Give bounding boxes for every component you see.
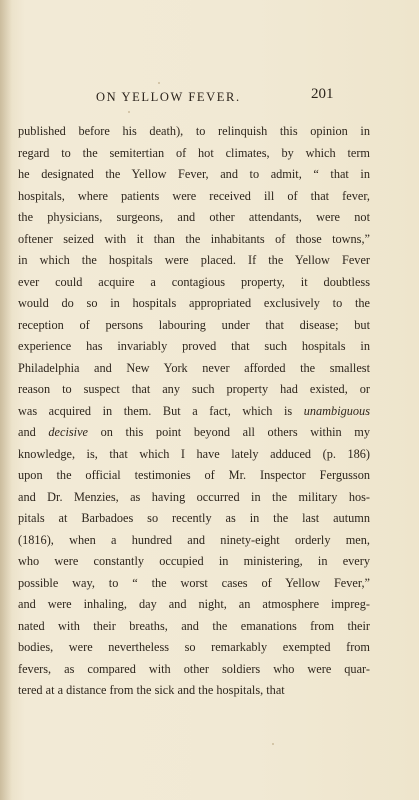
- text-segment: ever could acquire a contagious property, it doubtless: [18, 274, 370, 289]
- text-segment: fevers, as compared with other soldiers who were quar-: [18, 661, 370, 676]
- text-line: [18, 379, 370, 401]
- text-segment: the physicians, surgeons, and other attendants, were not: [18, 210, 370, 224]
- text-segment: reception of persons labouring under that disease; but: [18, 317, 370, 332]
- text-line: [18, 143, 370, 165]
- text-line: [18, 680, 370, 702]
- page-number: 201: [311, 86, 334, 102]
- text-segment: on this point beyond all others within my: [88, 425, 370, 439]
- text-segment: pitals at Barbadoes so recently as in the last autumn: [18, 511, 370, 525]
- text-line: [18, 551, 370, 573]
- text-segment: (1816), when a hundred and ninety-eight orderly men,: [18, 532, 370, 547]
- text-segment: nated with their breaths, and the emanations from their: [18, 618, 370, 633]
- text-line: [18, 358, 370, 380]
- text-line: [18, 637, 370, 659]
- text-segment: tered at a distance from the sick and the hospitals, that: [18, 683, 285, 697]
- text-line: [18, 207, 370, 229]
- text-segment: who were constantly occupied in ministering, in every: [18, 554, 370, 568]
- text-segment: oftener seized with it than the inhabitants of those towns,”: [18, 231, 370, 246]
- running-head: ON YELLOW FEVER.: [96, 90, 241, 104]
- body-text: [18, 121, 370, 702]
- text-line: [18, 573, 370, 595]
- text-segment: Philadelphia and New York never afforded the smallest: [18, 360, 370, 375]
- text-segment: and Dr. Menzies, as having occurred in the military hos-: [18, 489, 370, 504]
- text-line: [18, 229, 370, 251]
- text-line: [18, 616, 370, 638]
- text-line: [18, 422, 370, 444]
- paper-spot: [128, 111, 130, 113]
- text-line: [18, 250, 370, 272]
- text-segment: and were inhaling, day and night, an atmosphere impreg-: [18, 597, 370, 611]
- text-segment: published before his death), to relinquish this opinion in: [18, 124, 370, 138]
- text-segment: upon the official testimonies of Mr. Inspector Fergusson: [18, 468, 370, 482]
- text-segment: experience has invariably proved that such hospitals in: [18, 339, 370, 353]
- text-segment: and: [18, 425, 49, 439]
- text-line: [18, 272, 370, 294]
- text-segment: possible way, to “ the worst cases of Yellow Fever,”: [18, 575, 370, 590]
- text-line: [18, 401, 370, 423]
- italic-text: unambiguous: [303, 403, 370, 418]
- text-line: [18, 164, 370, 186]
- page-fold-shadow: [0, 0, 12, 800]
- text-line: [18, 508, 370, 530]
- text-line: [18, 444, 370, 466]
- text-line: [18, 121, 370, 143]
- text-segment: would do so in hospitals appropriated exclusively to the: [18, 296, 370, 310]
- text-line: [18, 293, 370, 315]
- text-line: [18, 659, 370, 681]
- text-segment: knowledge, is, that which I have lately adduced (p. 186): [18, 446, 370, 461]
- text-line: [18, 465, 370, 487]
- text-line: [18, 336, 370, 358]
- paper-spot: [158, 82, 160, 84]
- paper-spot: [272, 743, 274, 745]
- text-segment: reason to suspect that any such property had existed, or: [18, 382, 370, 396]
- text-line: [18, 186, 370, 208]
- text-line: [18, 530, 370, 552]
- text-line: [18, 487, 370, 509]
- text-segment: he designated the Yellow Fever, and to admit, “ that in: [18, 167, 370, 181]
- text-segment: bodies, were nevertheless so remarkably exempted from: [18, 640, 370, 654]
- text-segment: hospitals, where patients were received ill of that fever,: [18, 188, 370, 203]
- text-line: [18, 594, 370, 616]
- text-segment: regard to the semitertian of hot climates, by which term: [18, 145, 370, 160]
- text-line: [18, 315, 370, 337]
- italic-text: decisive: [48, 425, 88, 439]
- text-segment: was acquired in them. But a fact, which is: [18, 403, 304, 418]
- text-segment: in which the hospitals were placed. If the Yellow Fever: [18, 253, 370, 267]
